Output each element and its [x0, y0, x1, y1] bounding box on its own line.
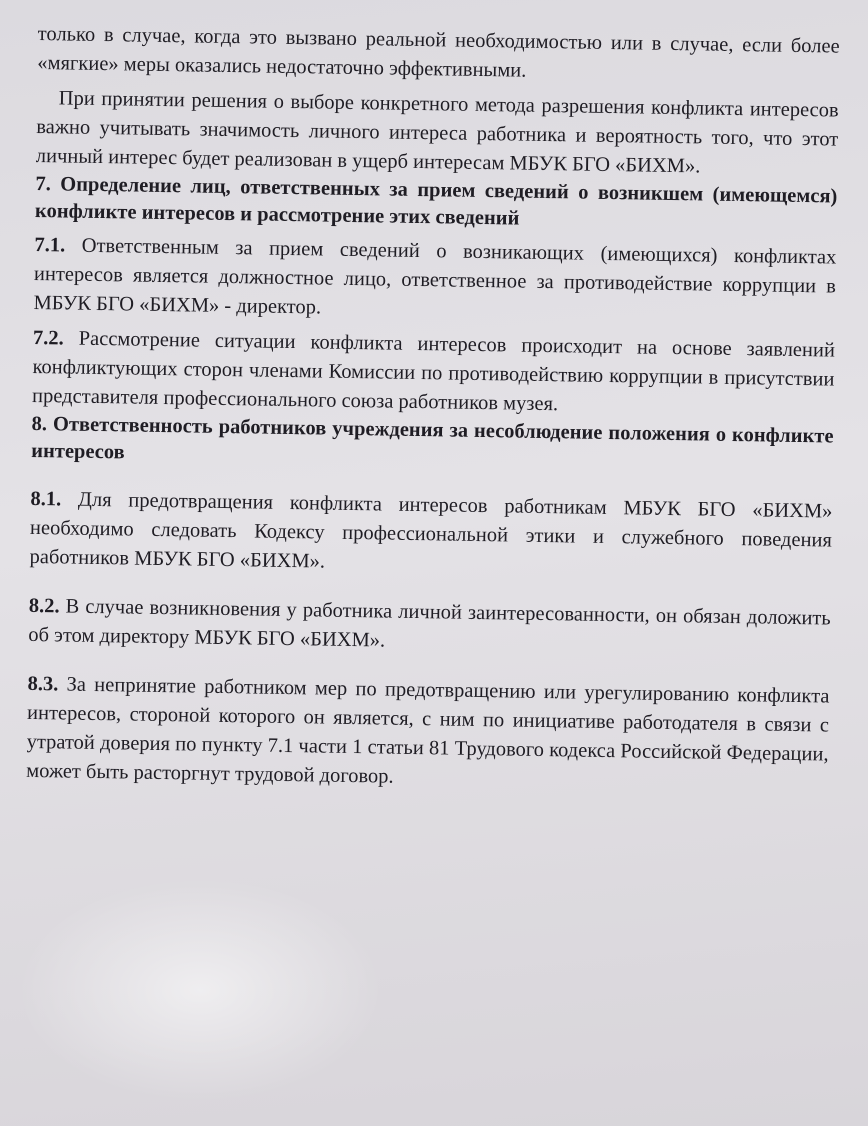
section-7-heading: 7. Определение лиц, ответственных за прием сведений о возникшем (имеющемся) конфликте интересов и рассмотрение этих сведений [34, 172, 838, 230]
clause-number: 8.2. [28, 594, 60, 618]
clause-8-3 [26, 670, 830, 799]
clause-number: 8.3. [27, 672, 59, 696]
clause-7-1 [33, 231, 836, 331]
clause-8-1 [29, 485, 832, 585]
clause-text: Рассмотрение ситуации конфликта интересов происходит на основе заявлений конфликтующих сторон членами Комиссии по противодействию коррупции в присутствии представителя профессионального союза работников музея. [31, 327, 836, 416]
document-body [26, 20, 840, 799]
clause-text: Ответственным за прием сведений о возникающих (имеющихся) конфликтах интересов является должностное лицо, ответственное за противодействие коррупции в МБУК БГО «БИХМ» - директор. [33, 234, 837, 319]
clause-number: 8.1. [30, 487, 62, 511]
section-8-heading: 8. Ответственность работников учреждения за несоблюдение положения о конфликте интересов [31, 412, 834, 464]
clause-text: Для предотвращения конфликта интересов работникам МБУК БГО «БИХМ» необходимо следовать Кодексу профессиональной этики и служебного поведения работников МБУК БГО «БИХМ». [29, 488, 833, 573]
intro-paragraph: только в случае, когда это вызвано реальной необходимостью или в случае, если более «мягкие» меры оказались недостаточно эффективными. [37, 22, 840, 82]
clause-number: 7.1. [34, 233, 66, 257]
clause-text: За непринятие работником мер по предотвращению или урегулированию конфликта интересов, стороной которого он является, с ним по инициативе работодателя в связи с утратой доверия по пункту 7.1 части 1 статьи 81 Трудового кодекса Российской Федерации, может быть расторгнут трудовой договор. [26, 673, 830, 788]
clause-text: В случае возникновения у работника личной заинтересованности, он обязан доложить об этом директору МБУК БГО «БИХМ». [28, 595, 831, 652]
clause-7-2 [32, 324, 835, 424]
clause-number: 7.2. [32, 326, 64, 350]
method-choice-paragraph: При принятии решения о выборе конкретного метода разрешения конфликта интересов важно учитывать значимость личного интереса работника и вероятность того, что этот личный интерес будет реализован в ущерб интересам МБУК БГО «БИХМ». [35, 87, 839, 178]
clause-8-2 [28, 592, 831, 663]
